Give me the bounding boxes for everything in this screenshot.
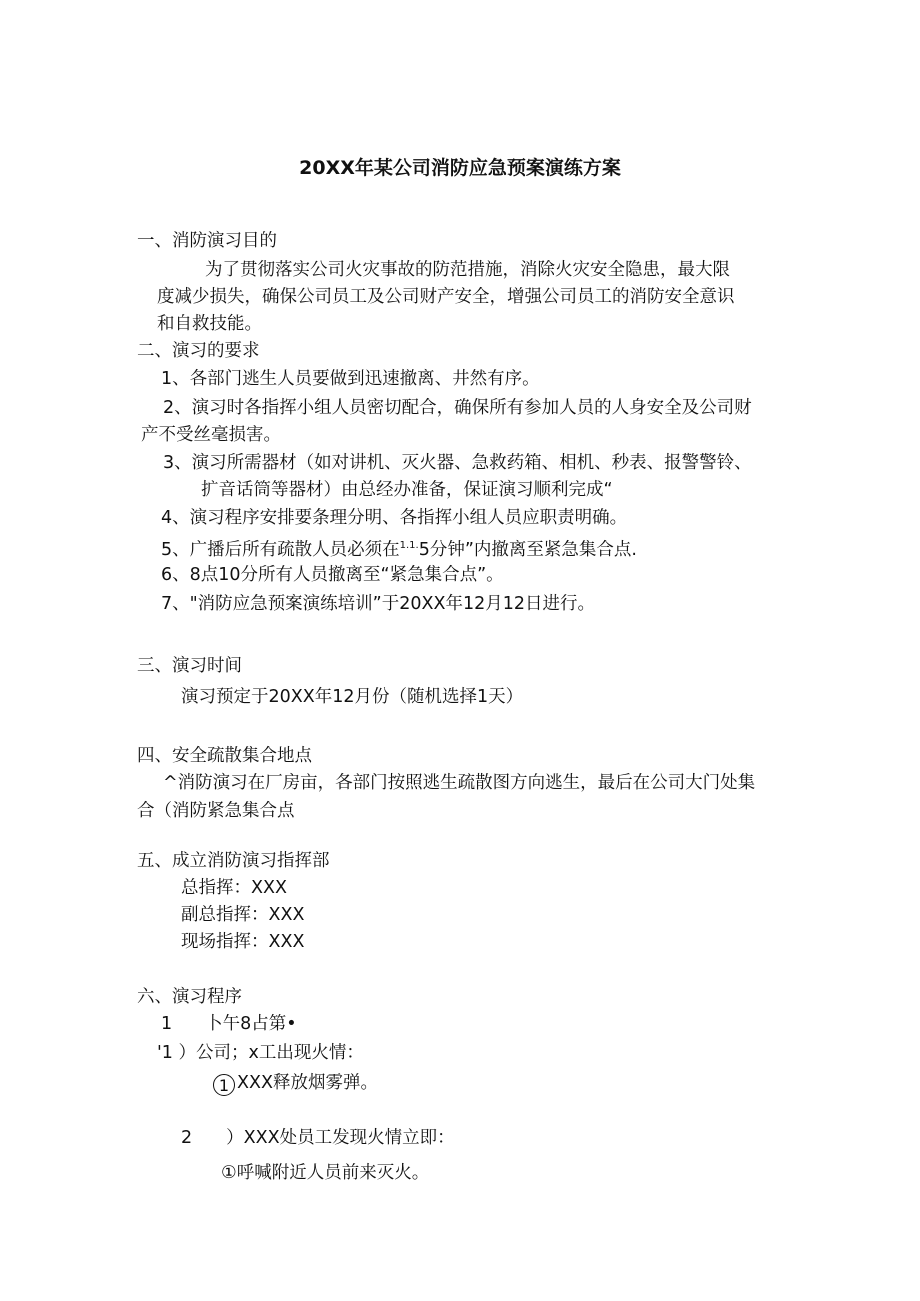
requirement-7: 7、"消防应急预案演练培训”于20XX年12月12日进行。 <box>161 594 596 614</box>
requirement-1: 1、各部门逃生人员要做到迅速撤离、井然有序。 <box>161 369 540 389</box>
procedure-sub-1-item-text: XXX释放烟雾弹。 <box>237 1073 378 1093</box>
commander-chief: 总指挥：XXX <box>181 878 287 898</box>
requirement-4: 4、演习程序安排要条理分明、各指挥小组人员应职责明确。 <box>161 508 628 528</box>
procedure-sub-2 <box>181 1126 455 1150</box>
section-6-heading: 六、演习程序 <box>137 987 242 1007</box>
requirement-5-post: 5分钟”内撤离至紧急集合点. <box>418 539 637 560</box>
procedure-sub-2-item: ①呼喊附近人员前来灭火。 <box>221 1163 430 1183</box>
section-3-heading: 三、演习时间 <box>137 656 242 676</box>
procedure-sub-2-number: 2 <box>181 1128 193 1148</box>
section-4-para-line-2: 合（消防紧急集合点 <box>137 801 295 821</box>
requirement-5 <box>161 534 637 562</box>
requirement-6: 6、8点10分所有人员撤离至“紧急集合点”。 <box>161 565 504 585</box>
section-3-para: 演习预定于20XX年12月份（随机选择1天） <box>181 687 524 707</box>
requirement-2-line-2: 产不受丝毫损害。 <box>141 425 281 445</box>
procedure-sub-1-item <box>213 1071 378 1096</box>
requirement-5-pre: 5、广播后所有疏散人员必须在 <box>161 539 400 560</box>
section-1-para-line-2: 度减少损失，确保公司员工及公司财产安全，增强公司员工的消防安全意识 <box>157 287 735 307</box>
requirement-2-line-1: 2、演习时各指挥小组人员密切配合，确保所有参加人员的人身安全及公司财 <box>163 398 752 418</box>
section-4-para-line-1: ^消防演习在厂房亩，各部门按照逃生疏散图方向逃生，最后在公司大门处集 <box>163 773 756 793</box>
procedure-step-1-number: 1 <box>161 1014 173 1034</box>
procedure-step-1 <box>161 1012 297 1036</box>
section-1-heading: 一、消防演习目的 <box>137 231 277 251</box>
section-5-heading: 五、成立消防演习指挥部 <box>137 851 330 871</box>
requirement-3-line-2: 扩音话筒等器材）由总经办准备，保证演习顺利完成“ <box>201 480 613 500</box>
procedure-sub-1: '1 ）公司；x工出现火情： <box>157 1043 364 1063</box>
commander-deputy: 副总指挥：XXX <box>181 905 305 925</box>
requirement-3-line-1: 3、演习所需器材（如对讲机、灭火器、急救药箱、相机、秒表、报警警铃、 <box>163 453 752 473</box>
circled-number-1: 1 <box>213 1074 235 1096</box>
section-2-heading: 二、演习的要求 <box>137 341 260 361</box>
commander-onsite: 现场指挥：XXX <box>181 932 305 952</box>
document-title: 20XX年某公司消防应急预案演练方案 <box>299 157 621 179</box>
procedure-sub-2-text: ）XXX处员工发现火情立即： <box>226 1128 455 1148</box>
procedure-step-1-text: 卜午8占第• <box>205 1014 297 1034</box>
section-4-heading: 四、安全疏散集合地点 <box>137 746 312 766</box>
section-1-para-line-3: 和自救技能。 <box>157 314 262 334</box>
requirement-5-superscript: 1.1. <box>399 540 419 551</box>
section-1-para-line-1: 为了贯彻落实公司火灾事故的防范措施，消除火灾安全隐患，最大限 <box>205 260 730 280</box>
